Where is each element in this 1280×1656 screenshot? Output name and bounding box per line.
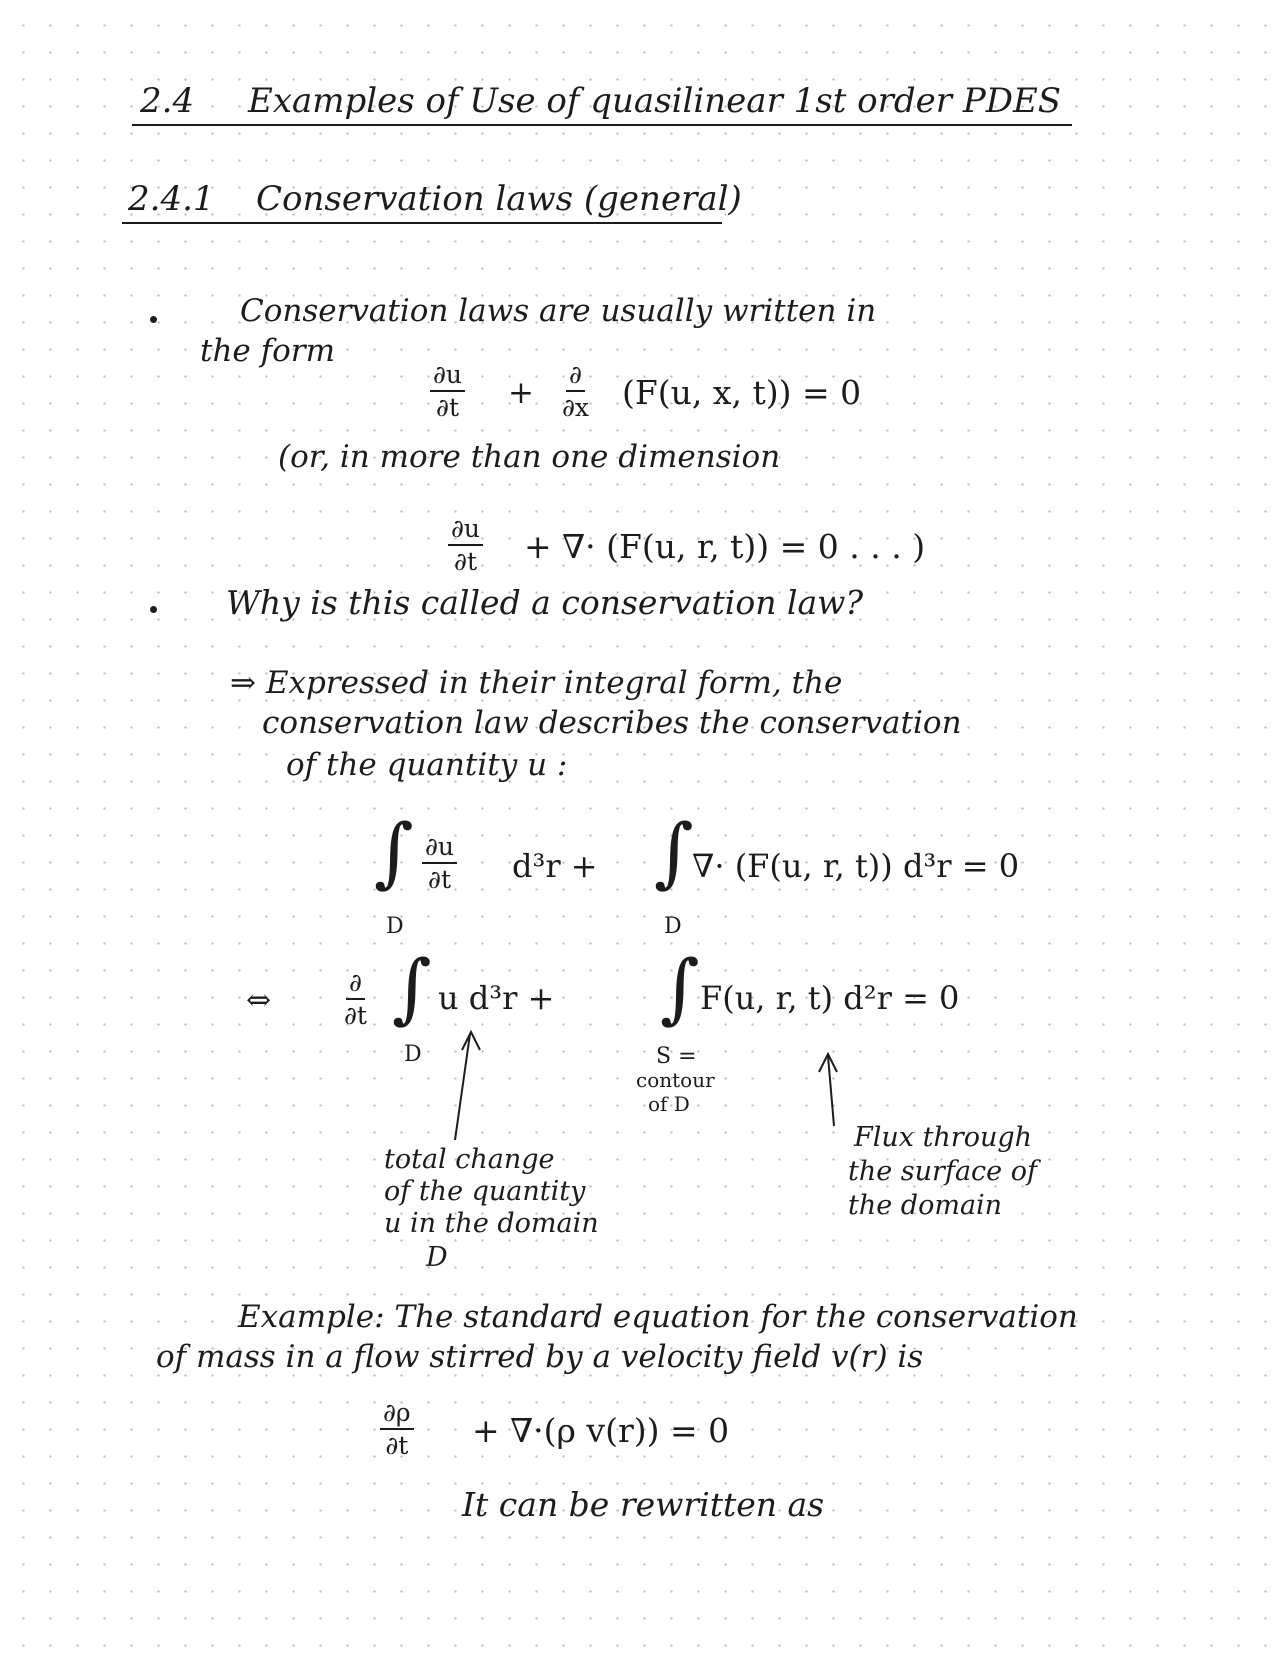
- explain-line2: conservation law describes the conservation: [262, 705, 962, 741]
- eq3-domain-2: D: [664, 914, 682, 939]
- eq4-surface-line2: contour: [636, 1068, 715, 1092]
- example-line1: Example: The standard equation for the conservation: [238, 1299, 1078, 1335]
- eq2-dt: ∂t: [454, 547, 477, 576]
- eq4-domain-1: D: [404, 1042, 422, 1067]
- eq1-plus: +: [508, 375, 534, 411]
- eq1-dx: ∂x: [562, 393, 590, 422]
- right-arrow-shaft: [828, 1056, 834, 1126]
- section-title: Examples of Use of quasilinear 1st order PDES: [248, 81, 1062, 121]
- explain-line1: ⇒ Expressed in their integral form, the: [230, 665, 843, 701]
- eq2-rhs: + ∇· (F(u, r, t)) = 0 . . . ): [524, 527, 926, 566]
- closing-text: It can be rewritten as: [462, 1485, 825, 1524]
- eq4-surface-line1: S =: [656, 1044, 697, 1069]
- eq5-dt: ∂t: [385, 1431, 409, 1460]
- eq1-du: ∂u: [430, 362, 465, 392]
- eq3-du: ∂u: [422, 834, 457, 864]
- note-left-line2: of the quantity: [384, 1176, 586, 1207]
- note-right-line2: the surface of: [848, 1156, 1037, 1187]
- eq1-rhs: (F(u, x, t)) = 0: [622, 373, 862, 412]
- eq3-domain-1: D: [386, 914, 404, 939]
- subsection-number: 2.4.1: [128, 179, 215, 219]
- subsection-title: Conservation laws (general): [256, 179, 742, 219]
- eq3-integral-1: ∫: [374, 807, 414, 896]
- eq3-term2: ∇· (F(u, r, t)) d³r = 0: [692, 847, 1020, 885]
- section-number: 2.4: [140, 81, 195, 121]
- eq4-dt: ∂t: [344, 1001, 367, 1030]
- eq5-drho-dt: [380, 1400, 414, 1458]
- left-arrow-head: [462, 1032, 480, 1050]
- example-line2: of mass in a flow stirred by a velocity field v(r) is: [156, 1339, 924, 1375]
- eq4-integral-2: ∫: [660, 943, 700, 1032]
- bullet1-line2: the form: [200, 333, 335, 369]
- aside-text: (or, in more than one dimension: [278, 439, 781, 475]
- eq4-iff: ⇔: [246, 983, 272, 1018]
- note-left-line4: D: [426, 1242, 448, 1273]
- eq4-term2: F(u, r, t) d²r = 0: [700, 979, 960, 1017]
- eq5-rhs: + ∇·(ρ v(r)) = 0: [472, 1411, 730, 1450]
- note-right-line3: the domain: [848, 1190, 1003, 1221]
- explain-line3: of the quantity u :: [286, 747, 568, 783]
- eq5-drho: ∂ρ: [380, 1400, 414, 1430]
- note-left-line3: u in the domain: [384, 1208, 599, 1239]
- eq3-integral-2: ∫: [654, 807, 694, 896]
- note-left-line1: total change: [384, 1144, 555, 1175]
- eq2-du: ∂u: [448, 516, 483, 546]
- eq1-d: ∂: [566, 362, 585, 392]
- eq3-dt: ∂t: [428, 865, 451, 894]
- note-right-line1: Flux through: [854, 1122, 1033, 1153]
- eq4-surface-line3: of D: [648, 1092, 690, 1116]
- bullet1-line1: Conservation laws are usually written in: [240, 293, 877, 329]
- eq1-dt: ∂t: [436, 393, 459, 422]
- bullet2-text: Why is this called a conservation law?: [226, 583, 864, 622]
- eq4-d: ∂: [346, 970, 365, 1000]
- eq4-term1: u d³r +: [438, 979, 555, 1017]
- eq3-term1: d³r +: [512, 847, 598, 885]
- eq4-integral-1: ∫: [392, 943, 432, 1032]
